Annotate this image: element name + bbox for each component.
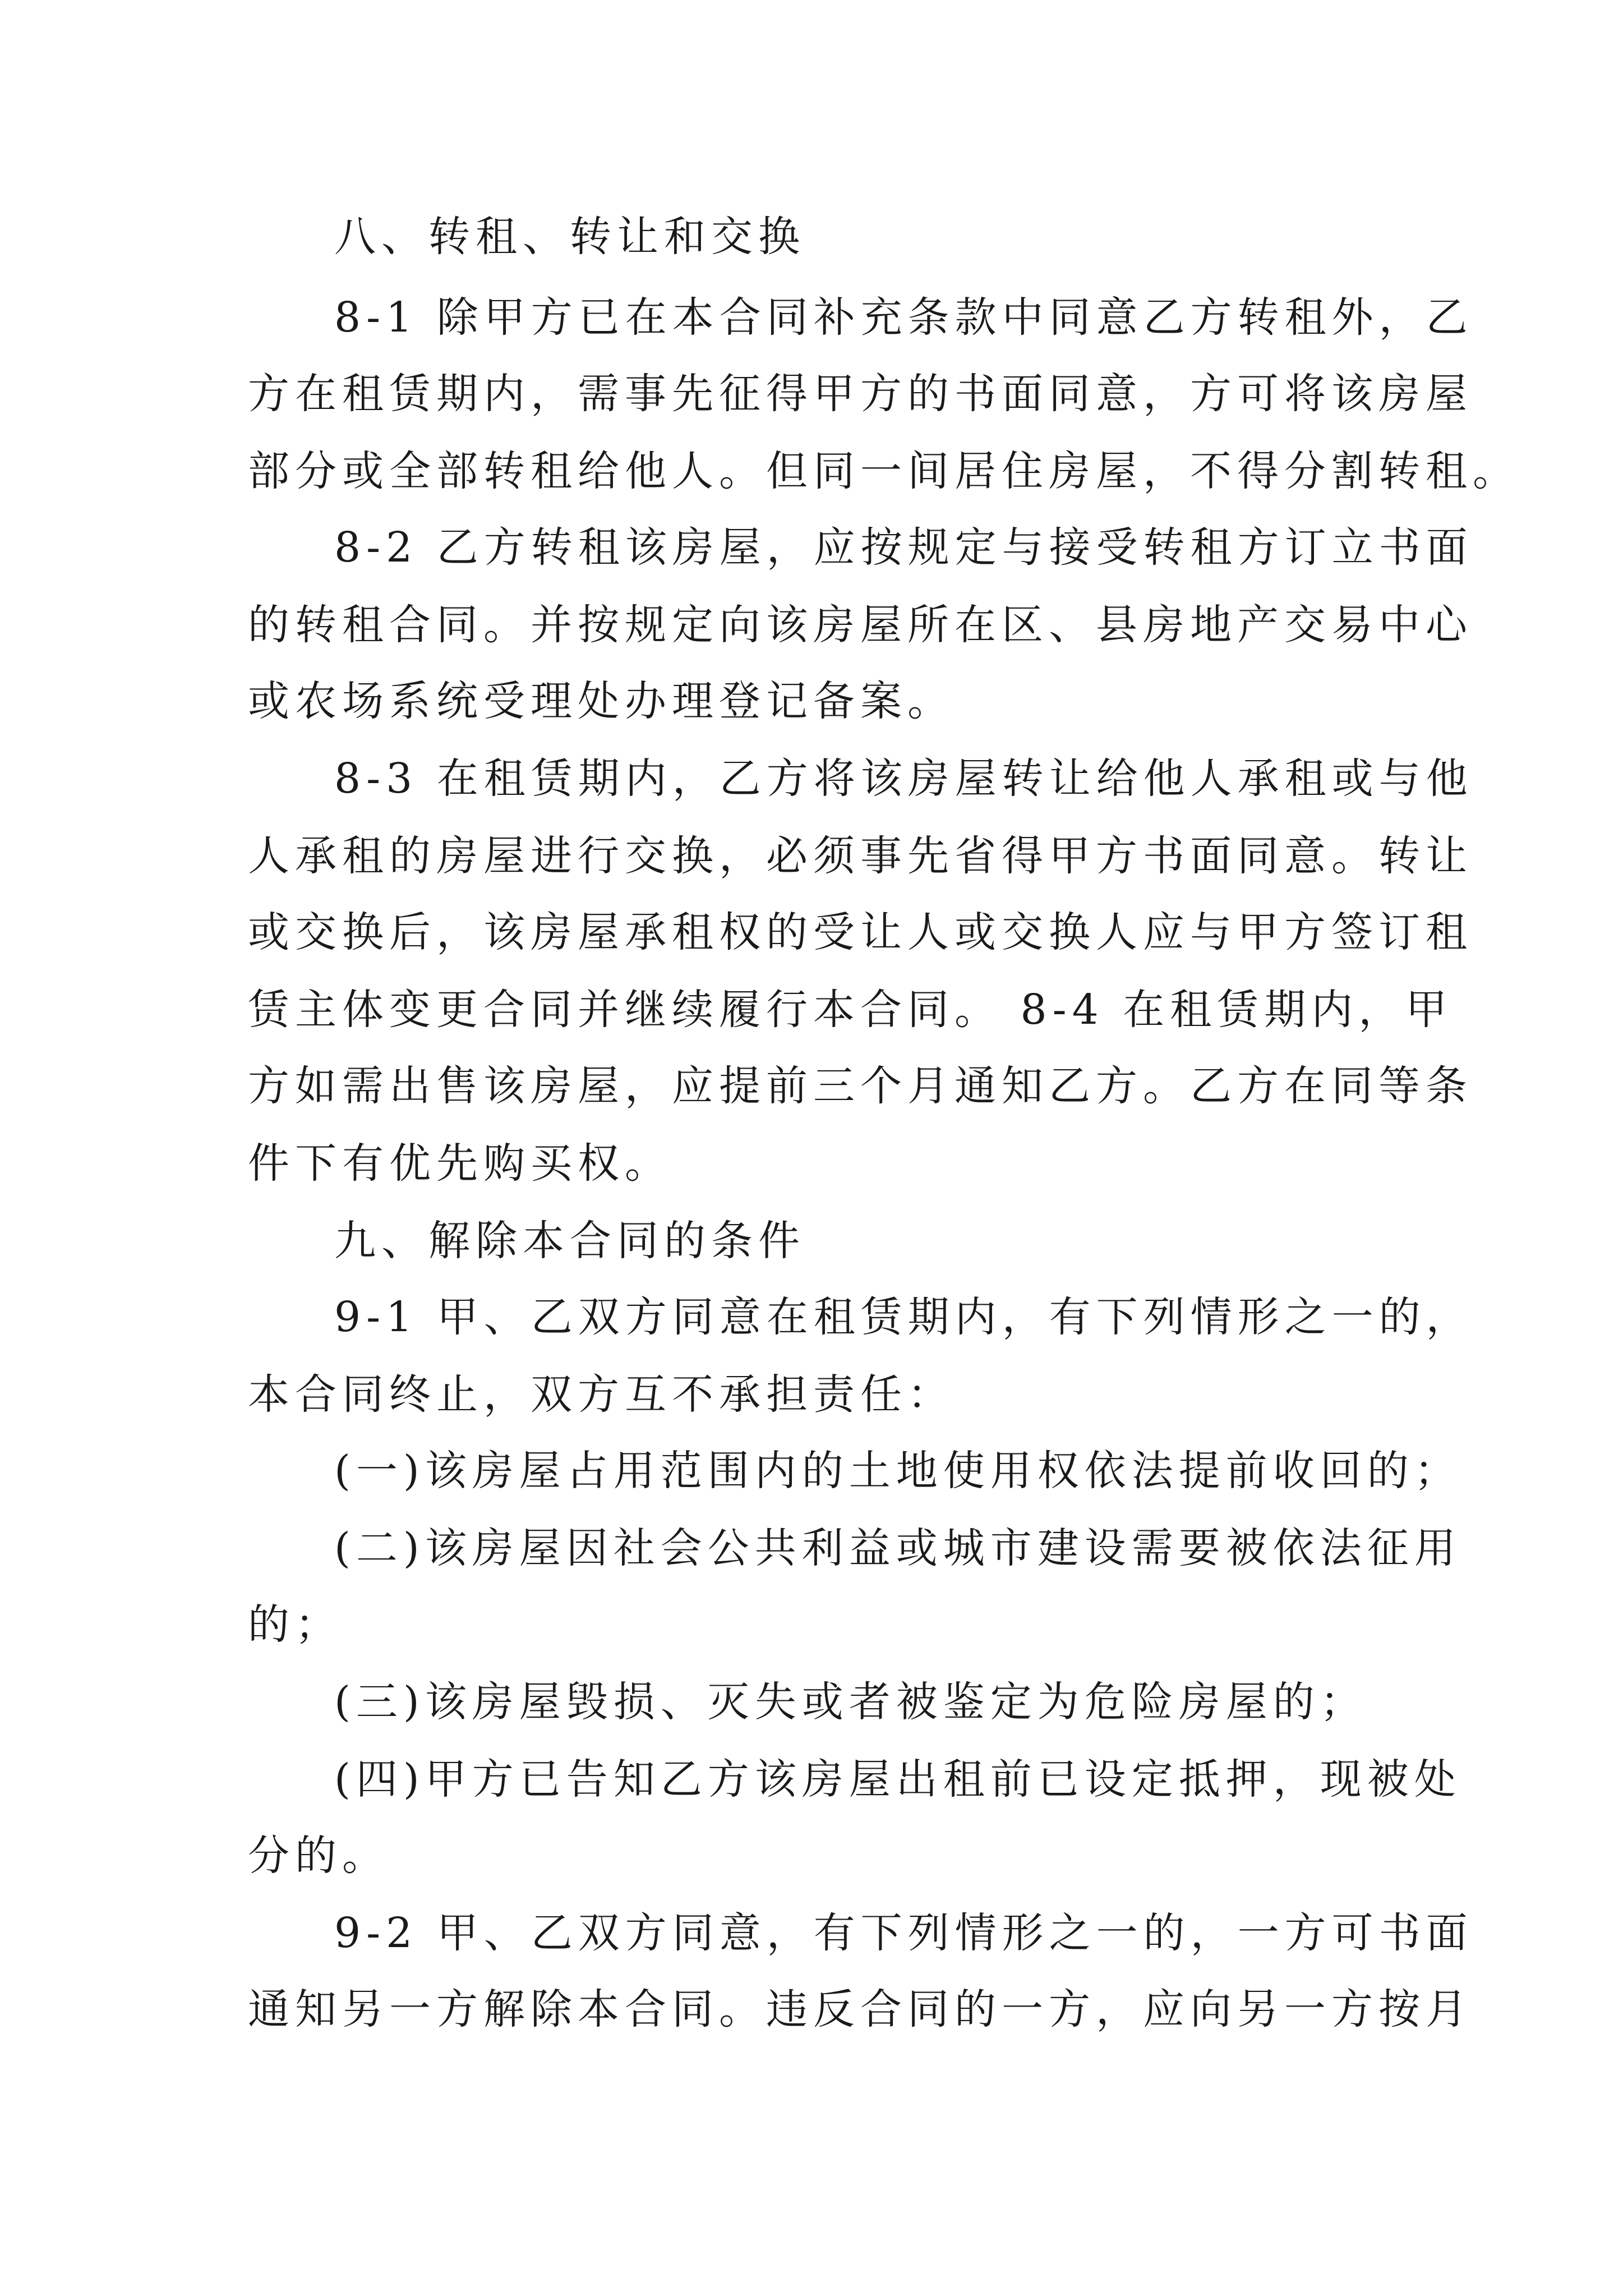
clause-8-1-line-3: 部分或全部转租给他人。但同一间居住房屋，不得分割转租。 — [248, 447, 1520, 495]
clause-8-4-line-2: 件下有优先购买权。 — [248, 1139, 672, 1188]
condition-2-line-1: (二)该房屋因社会公共利益或城市建设需要被依法征用 — [334, 1524, 1461, 1572]
section-heading-9: 九、解除本合同的条件 — [334, 1217, 805, 1265]
clause-8-2-line-2: 的转租合同。并按规定向该房屋所在区、县房地产交易中心 — [248, 601, 1473, 649]
clause-8-2-line-1: 8-2 乙方转租该房屋，应按规定与接受转租方订立书面 — [334, 523, 1473, 572]
condition-1: (一)该房屋占用范围内的土地使用权依法提前收回的； — [334, 1447, 1461, 1495]
clause-8-4-line-1: 方如需出售该房屋，应提前三个月通知乙方。乙方在同等条 — [248, 1062, 1473, 1110]
clause-8-3-line-2: 人承租的房屋进行交换，必须事先省得甲方书面同意。转让 — [248, 832, 1473, 880]
clause-8-3-line-1: 8-3 在租赁期内，乙方将该房屋转让给他人承租或与他 — [334, 754, 1473, 803]
clause-8-3-line-4: 赁主体变更合同并继续履行本合同。 8-4 在租赁期内，甲 — [248, 986, 1453, 1034]
condition-4-line-1: (四)甲方已告知乙方该房屋出租前已设定抵押，现被处 — [334, 1755, 1461, 1803]
clause-8-2-line-3: 或农场系统受理处办理登记备案。 — [248, 677, 955, 725]
clause-9-1-line-1: 9-1 甲、乙双方同意在租赁期内，有下列情形之一的， — [334, 1293, 1473, 1341]
clause-9-1-line-2: 本合同终止，双方互不承担责任： — [248, 1370, 955, 1419]
condition-4-line-2: 分的。 — [248, 1832, 389, 1880]
clause-9-2-line-1: 9-2 甲、乙双方同意，有下列情形之一的，一方可书面 — [334, 1909, 1473, 1957]
condition-2-line-2: 的； — [248, 1600, 342, 1649]
clause-8-1-line-1: 8-1 除甲方已在本合同补充条款中同意乙方转租外，乙 — [334, 293, 1473, 342]
clause-8-1-line-2: 方在租赁期内，需事先征得甲方的书面同意，方可将该房屋 — [248, 370, 1473, 418]
condition-3: (三)该房屋毁损、灭失或者被鉴定为危险房屋的； — [334, 1678, 1367, 1726]
clause-9-2-line-2: 通知另一方解除本合同。违反合同的一方，应向另一方按月 — [248, 1985, 1473, 2033]
section-heading-8: 八、转租、转让和交换 — [334, 213, 805, 261]
clause-8-3-line-3: 或交换后，该房屋承租权的受让人或交换人应与甲方签订租 — [248, 908, 1473, 956]
